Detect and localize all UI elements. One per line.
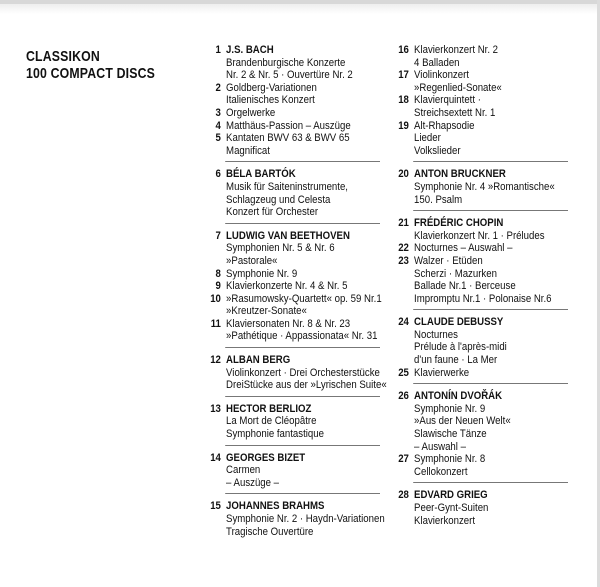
composer-group <box>208 493 385 538</box>
divider-rule <box>413 482 567 483</box>
disc-text <box>409 120 568 158</box>
work-title: – Auswahl – <box>414 440 466 453</box>
disc-number: 14 <box>210 451 221 464</box>
disc-number: 16 <box>398 44 409 56</box>
work-title: 4 Balladen <box>414 56 460 69</box>
disc-text <box>409 69 568 94</box>
disc-number: 2 <box>215 81 221 94</box>
work-title: Symphonie Nr. 8 <box>414 453 486 466</box>
disc-text <box>409 453 568 478</box>
top-shading <box>0 4 600 14</box>
work-title: Symphonie Nr. 2 · Haydn-Variationen <box>226 513 385 525</box>
disc-entry <box>396 168 568 206</box>
work-title: Magnificat <box>226 144 270 157</box>
disc-number: 3 <box>215 106 221 119</box>
left-track-column <box>208 44 387 538</box>
work-title: Alt-Rhapsodie <box>414 119 475 132</box>
disc-text <box>221 107 380 120</box>
work-title: »Aus der Neuen Welt« <box>414 415 511 428</box>
work-title: Tragische Ouvertüre <box>226 525 314 538</box>
composer-name: J.S. BACH <box>226 44 274 56</box>
disc-number: 18 <box>398 94 409 107</box>
disc-number: 8 <box>215 267 221 280</box>
work-title: Symphonie Nr. 9 <box>414 402 486 415</box>
divider-rule <box>225 347 379 348</box>
disc-text <box>221 168 380 218</box>
divider-rule <box>413 309 567 310</box>
disc-text <box>409 390 568 453</box>
disc-number: 25 <box>398 366 409 379</box>
work-title: »Regenlied-Sonate« <box>414 81 502 94</box>
work-title: La Mort de Cléopâtre <box>226 415 317 428</box>
disc-number: 24 <box>398 316 409 329</box>
disc-number: 5 <box>215 132 221 145</box>
disc-number: 10 <box>210 292 221 305</box>
work-title: Nocturnes – Auswahl – <box>414 242 513 255</box>
right-track-column <box>396 44 568 527</box>
disc-entry <box>208 354 387 392</box>
disc-number: 21 <box>398 217 409 230</box>
disc-entry <box>208 318 380 343</box>
disc-text <box>409 316 568 366</box>
work-title: Walzer · Etüden <box>414 254 483 267</box>
disc-entry <box>208 120 380 133</box>
work-title: Schlagzeug und Celesta <box>226 193 331 206</box>
divider-rule <box>225 396 379 397</box>
work-title: Violinkonzert · Drei Orchesterstücke <box>226 366 380 379</box>
work-title: »Kreutzer-Sonate« <box>226 305 307 318</box>
disc-number: 1 <box>215 44 221 56</box>
disc-text <box>409 489 568 527</box>
disc-entry <box>396 489 568 527</box>
composer-name: ANTON BRUCKNER <box>414 168 506 181</box>
work-title: Symphonie Nr. 4 »Romantische« <box>414 180 555 193</box>
divider-rule <box>225 223 379 224</box>
divider-rule <box>225 445 379 446</box>
work-title: Ballade Nr.1 · Berceuse <box>414 280 516 293</box>
work-title: Klavierquintett · <box>414 94 481 107</box>
disc-entry <box>208 107 380 120</box>
composer-group <box>208 223 380 343</box>
disc-number: 7 <box>215 229 221 242</box>
composer-group <box>208 347 387 392</box>
disc-entry <box>208 230 380 268</box>
work-title: »Rasumowsky-Quartett« op. 59 Nr.1 <box>226 292 382 305</box>
composer-name: ANTONÍN DVOŘÁK <box>414 390 503 403</box>
disc-text <box>409 367 568 380</box>
disc-entry <box>396 367 568 380</box>
work-title: Klavierkonzert Nr. 1 · Préludes <box>414 229 545 242</box>
work-title: Nocturnes <box>414 328 458 341</box>
divider-rule <box>413 161 567 162</box>
disc-number: 20 <box>398 168 409 181</box>
composer-name: EDVARD GRIEG <box>414 489 488 502</box>
disc-text <box>409 44 568 69</box>
disc-entry <box>208 44 380 82</box>
composer-group <box>396 161 568 206</box>
disc-text <box>409 255 568 305</box>
disc-entry <box>208 452 380 490</box>
work-title: Slawische Tänze <box>414 428 487 441</box>
disc-entry <box>396 69 568 94</box>
work-title: 150. Psalm <box>414 193 463 206</box>
disc-entry <box>396 120 568 158</box>
work-title: d'un faune · La Mer <box>414 354 498 367</box>
work-title: Lieder <box>414 132 441 145</box>
disc-number: 13 <box>210 402 221 415</box>
composer-name: GEORGES BIZET <box>226 451 306 464</box>
disc-text <box>221 230 380 268</box>
disc-entry <box>396 453 568 478</box>
composer-group <box>396 383 568 478</box>
disc-text <box>221 403 380 441</box>
work-title: Symphonien Nr. 5 & Nr. 6 <box>226 242 335 255</box>
work-title: Scherzi · Mazurken <box>414 267 497 280</box>
disc-number: 12 <box>210 354 221 367</box>
divider-rule <box>413 383 567 384</box>
work-title: Klaviersonaten Nr. 8 & Nr. 23 <box>226 317 351 330</box>
disc-number: 11 <box>210 317 221 330</box>
work-title: Klavierkonzert <box>414 514 476 527</box>
disc-text <box>409 242 568 255</box>
composer-name: LUDWIG VAN BEETHOVEN <box>226 229 350 242</box>
composer-group <box>396 44 568 157</box>
disc-text <box>221 132 380 157</box>
work-title: Goldberg-Variationen <box>226 81 317 94</box>
work-title: »Pathétique · Appassionata« Nr. 31 <box>226 330 378 343</box>
disc-text <box>221 500 385 538</box>
work-title: Brandenburgische Konzerte <box>226 56 346 69</box>
disc-text <box>221 82 380 107</box>
disc-number: 28 <box>398 489 409 502</box>
disc-text <box>221 318 380 343</box>
work-title: – Auszüge – <box>226 476 280 489</box>
composer-group <box>396 210 568 305</box>
disc-number: 4 <box>215 119 221 132</box>
disc-entry <box>208 132 380 157</box>
disc-entry <box>208 82 380 107</box>
work-title: Volkslieder <box>414 144 461 157</box>
disc-entry <box>396 217 568 242</box>
divider-rule <box>225 493 379 494</box>
booklet-heading <box>26 48 155 82</box>
work-title: Peer-Gynt-Suiten <box>414 502 489 514</box>
disc-text <box>221 268 380 281</box>
disc-text <box>409 217 568 242</box>
work-title: Violinkonzert <box>414 69 469 82</box>
work-title: DreiStücke aus der »Lyrischen Suite« <box>226 379 387 392</box>
work-title: Impromptu Nr.1 · Polonaise Nr.6 <box>414 292 552 305</box>
disc-entry <box>208 293 380 318</box>
disc-text <box>221 280 380 293</box>
work-title: Kantaten BWV 63 & BWV 65 <box>226 132 350 145</box>
disc-entry <box>396 255 568 305</box>
disc-text <box>221 44 380 82</box>
disc-text <box>409 94 568 119</box>
composer-name: JOHANNES BRAHMS <box>226 500 325 513</box>
disc-number: 23 <box>398 254 409 267</box>
disc-number: 26 <box>398 390 409 403</box>
disc-number: 22 <box>398 242 409 255</box>
composer-name: ALBAN BERG <box>226 354 291 367</box>
work-title: Klavierkonzert Nr. 2 <box>414 44 499 56</box>
disc-number: 17 <box>398 69 409 82</box>
work-title: Orgelwerke <box>226 106 276 119</box>
disc-text <box>221 354 387 392</box>
disc-entry <box>208 500 385 538</box>
disc-text <box>409 168 568 206</box>
disc-entry <box>396 94 568 119</box>
composer-name: FRÉDÉRIC CHOPIN <box>414 217 504 230</box>
disc-text <box>221 120 380 133</box>
work-title: Prélude à l'après-midi <box>414 341 507 354</box>
disc-text <box>221 293 382 318</box>
disc-text <box>221 452 380 490</box>
composer-group <box>396 309 568 379</box>
work-title: Streichsextett Nr. 1 <box>414 106 496 119</box>
work-title: Carmen <box>226 464 261 477</box>
disc-entry <box>396 316 568 366</box>
work-title: Konzert für Orchester <box>226 206 319 219</box>
disc-entry <box>396 44 568 69</box>
disc-entry <box>208 280 380 293</box>
disc-number: 19 <box>398 119 409 132</box>
work-title: Italienisches Konzert <box>226 94 315 107</box>
disc-number: 15 <box>210 500 221 513</box>
disc-entry <box>208 403 380 441</box>
disc-entry <box>396 242 568 255</box>
work-title: Klavierwerke <box>414 366 470 379</box>
composer-group <box>208 161 380 218</box>
composer-name: HECTOR BERLIOZ <box>226 402 312 415</box>
composer-name: BÉLA BARTÓK <box>226 168 296 181</box>
work-title: Klavierkonzerte Nr. 4 & Nr. 5 <box>226 280 348 293</box>
composer-group <box>208 44 380 157</box>
composer-group <box>208 445 380 490</box>
disc-number: 27 <box>398 453 409 466</box>
composer-group <box>396 482 568 527</box>
work-title: Symphonie fantastique <box>226 428 324 441</box>
divider-rule <box>413 210 567 211</box>
work-title: Cellokonzert <box>414 465 468 478</box>
composer-group <box>208 396 380 441</box>
work-title: Musik für Saiteninstrumente, <box>226 180 348 193</box>
work-title: Nr. 2 & Nr. 5 · Ouvertüre Nr. 2 <box>226 69 353 82</box>
disc-entry <box>208 168 380 218</box>
disc-number: 9 <box>215 280 221 293</box>
heading-line-2: 100 COMPACT DISCS <box>26 65 156 82</box>
divider-rule <box>225 161 379 162</box>
disc-entry <box>396 390 568 453</box>
disc-entry <box>208 268 380 281</box>
work-title: Matthäus-Passion – Auszüge <box>226 119 351 132</box>
disc-number: 6 <box>215 168 221 181</box>
composer-name: CLAUDE DEBUSSY <box>414 316 504 329</box>
work-title: Symphonie Nr. 9 <box>226 267 298 280</box>
work-title: »Pastorale« <box>226 254 278 267</box>
heading-line-1: CLASSIKON <box>26 48 100 65</box>
